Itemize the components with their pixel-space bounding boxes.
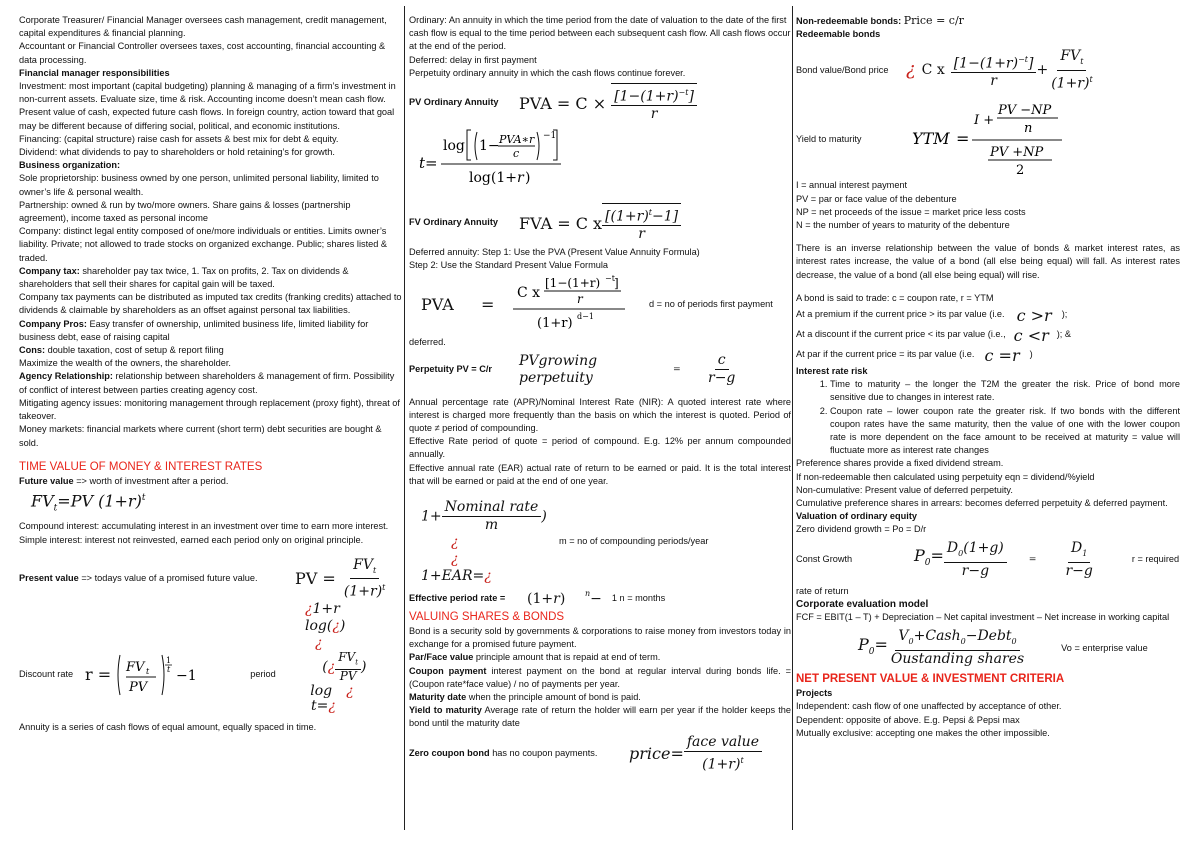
r-required: r = required: [1131, 554, 1180, 565]
definition: Easy transfer of ownership, unlimited business life, limited liability for business debt, ease of raising capital: [19, 318, 369, 342]
premium-text: At a premium if the current price > its par value (i.e.: [796, 309, 1005, 320]
effective-period-label: Effective period rate =: [409, 593, 506, 604]
column-1: [19, 14, 402, 834]
formula-growth-fraction: $\frac{D_0(1+g)}{r-g}$: [944, 540, 1007, 580]
svg-text:t: t: [146, 666, 150, 676]
paragraph: Dividend: what dividends to pay to shareholders or hold retaining’s for growth.: [19, 147, 335, 158]
paragraph: Partnership: owned & run by two/more owners. Share gains & losses (partnership agreement), income taxed as personal income: [19, 199, 351, 224]
paragraph: [409, 704, 791, 730]
formula-bond-fraction: $\frac{[1-(1+r)^{-t}]}{r}$: [951, 51, 1037, 91]
formula-fv: $FV_t=PV$ $(1+r)^t$: [31, 491, 146, 514]
term: Yield to maturity: [409, 705, 482, 716]
paragraph: Preference shares provide a fixed dividend stream.: [796, 458, 1004, 469]
formula-pv-fraction: $\frac{FV_t}{(1+r)^t}$: [343, 556, 386, 601]
formula-period: (¿ $\frac{FV_t}{PV}$ ) log ¿: [310, 649, 367, 700]
const-growth-label: Const Growth: [796, 554, 853, 565]
svg-text:C x: C x: [517, 285, 541, 302]
paragraph: [19, 475, 402, 488]
term: Present value: [19, 573, 79, 584]
formula-fva: FVA = C x: [519, 213, 603, 233]
svg-text:]: ]: [614, 276, 619, 291]
svg-text:n: n: [1024, 121, 1033, 137]
svg-text:FV: FV: [126, 659, 145, 675]
discount-row: At a discount if the current price < its par value (i.e., c <r ); &: [796, 325, 1072, 345]
paragraph: PV = par or face value of the debenture: [796, 193, 957, 204]
formula-growth-d1-fraction: $\frac{D_1}{r-g}$: [1065, 539, 1093, 579]
svg-text:t: t: [167, 664, 171, 674]
svg-text:PV +NP: PV +NP: [990, 145, 1044, 161]
svg-text:PV −NP: PV −NP: [998, 103, 1052, 119]
definition: when the principle amount of bond is paid.: [466, 692, 641, 703]
formula-pv: PV =: [295, 569, 341, 589]
d-note: d = no of periods first payment: [649, 298, 773, 309]
definition: double taxation, cost of setup & report filing: [45, 345, 224, 356]
paragraph: Effective annual rate (EAR) actual rate of return to be earned or paid. It is the total interest that will be earned or paid at the end of one year.: [409, 462, 791, 486]
formula-t: t=¿: [311, 697, 336, 714]
heading: Business organization:: [19, 160, 121, 171]
paragraph: Perpetuity ordinary annuity in which the cash flows continue forever.: [409, 67, 686, 78]
effective-period-row: Effective period rate = (1+r) n − 1 n = months: [409, 589, 666, 607]
formula-price-fraction: $\frac{\text{face value}}{(1+r)^t}$: [684, 734, 762, 774]
formula-t-log-svg: [419, 126, 619, 198]
term: Future value: [19, 475, 74, 486]
svg-text:−t: −t: [605, 274, 615, 284]
list-item: 1. Time to maturity – the longer the T2M the greater the risk. Price of bond more sensitive due to changes in interest rate.: [830, 378, 1180, 404]
definition: principle amount that is repaid at end of term.: [473, 652, 661, 663]
perpetuity-growing: PVgrowing perpetuity: [519, 352, 598, 386]
svg-text:c: c: [513, 147, 520, 161]
formula-nonredeem: Price = c/r: [903, 14, 964, 27]
term: Coupon payment: [409, 665, 487, 676]
formula-growing-fraction: $\frac{c}{r-g}$: [708, 352, 736, 387]
paragraph: Step 2: Use the Standard Present Value Formula: [409, 260, 609, 271]
paragraph: FCF = EBIT(1 – T) + Depreciation – Net capital investment – Net increase in working capital: [796, 612, 1170, 623]
paragraph: Cumulative preference shares in arrears: becomes deferred perpetuity & deferred payment.: [796, 498, 1168, 509]
paragraph: Independent: cash flow of one unaffected by acceptance of other.: [796, 701, 1062, 712]
bond-value-label: Bond value/Bond price: [796, 64, 889, 75]
paragraph: NP = net proceeds of the issue = market price less costs: [796, 206, 1026, 217]
paragraph: Company: distinct legal entity composed of one/more individuals or entities. Limits owner’s liability. Private; not allowed to trade stocks on organized exchange. Public; shares listed & traded.: [19, 226, 388, 263]
definition: relationship between shareholders & management of firm. Possibility of conflict of interest between parties creating agency cost.: [19, 371, 395, 395]
paragraph: Accountant or Financial Controller oversees taxes, cost accounting, financial accounting & data processing.: [19, 41, 386, 65]
paragraph: I = annual interest payment: [796, 180, 908, 191]
heading: Valuation of ordinary equity: [796, 511, 917, 522]
face-value-word: face value: [684, 734, 762, 752]
formula-fva-fraction: $\frac{[(1+r)^t-1]}{r}$: [602, 203, 681, 244]
price-word: price: [629, 744, 671, 764]
svg-text:): ): [525, 170, 531, 187]
paragraph: Company tax payments can be distributed as imputed tax credits (franking credits) attached to dividends & claimable by shareholders as an offset against personal tax liabilities.: [19, 292, 402, 316]
perpetuity-row: Perpetuity PV = C/r PVgrowing perpetuity = $\frac{c}{r-g}$: [409, 350, 791, 390]
ear-formula-row: [409, 496, 791, 588]
paragraph: Corporate Treasurer/ Financial Manager oversees cash management, credit management, capital expenditures & financial planning.: [19, 15, 387, 39]
svg-text:−1: −1: [176, 667, 197, 684]
paragraph: [409, 651, 791, 664]
column-divider: [404, 6, 405, 830]
paragraph: Mutually exclusive: accepting one makes the other impossible.: [796, 727, 1050, 738]
svg-text:PVA∗r: PVA∗r: [499, 133, 535, 147]
paragraph: deferred.: [409, 337, 446, 348]
paragraph: Annual percentage rate (APR)/Nominal Interest Rate (NIR): A quoted interest rate where interest is charged more frequently than the basis on which the interest is quoted. Period of quote ≠ period of compounding.: [409, 396, 791, 434]
pv-ordinary-label: PV Ordinary Annuity: [409, 97, 499, 108]
const-growth-row: Const Growth $P_0=$ $\frac{D_0(1+g)}{r-g}$ = $\frac{D_1}{r-g}$ r = required: [796, 539, 1180, 579]
formula-bond-fv-fraction: $\frac{FV_t}{(1+r)^t}$: [1051, 48, 1093, 92]
svg-text:(1+r): (1+r): [537, 316, 573, 332]
definition: interest payment on the bond at regular interval during bonds life. = (Coupon rate*face value) / no of payments per year.: [409, 665, 791, 689]
paragraph: A bond is said to trade: c = coupon rate, r = YTM: [796, 292, 994, 303]
corp-model-row: $P_0=$ $\frac{V_0+Cash_0-Debt_0}{\text{Oustanding shares}}$ Vo = enterprise value: [858, 628, 1148, 668]
par-row: At par if the current price = its par value (i.e. c =r ): [796, 345, 1033, 365]
period-label: period: [250, 669, 276, 680]
risk-list: [796, 378, 1180, 457]
term: Cons:: [19, 345, 46, 356]
formula-pva: PVA = C ×: [519, 93, 612, 113]
heading: Financial manager responsibilities: [19, 67, 170, 78]
term: Zero coupon bond: [409, 748, 490, 759]
formula-price: price=: [629, 744, 684, 764]
ytm-label: Yield to maturity: [796, 133, 862, 144]
definition: shareholder pay tax twice, 1. Tax on profits, 2. Tax on dividends & shareholders that sell their shares for capital gain will be taxed.: [19, 265, 349, 290]
paragraph: [409, 747, 629, 760]
zero-coupon-row: [409, 733, 791, 775]
heading: Corporate evaluation model: [796, 598, 929, 610]
premium-row: At a premium if the current price > its par value (i.e. c >r );: [796, 305, 1068, 325]
column-3: [796, 14, 1180, 834]
paragraph: Money markets: financial markets where current (short term) debt securities are bought & sold.: [19, 424, 382, 448]
paragraph: N = the number of years to maturity of the debenture: [796, 220, 1010, 231]
perpetuity-label: Perpetuity PV = C/r: [409, 364, 492, 375]
paragraph: [409, 665, 791, 691]
svg-text:log: log: [443, 138, 465, 155]
svg-text:r: r: [577, 292, 583, 307]
formula-pva-fraction: $\frac{[1-(1+r)^{-t}]}{r}$: [611, 83, 697, 124]
svg-text:1−: 1−: [479, 138, 500, 155]
discount-row: [19, 649, 402, 700]
svg-text:r: r: [517, 170, 524, 187]
paragraph: [409, 691, 791, 704]
column-2: [409, 14, 791, 834]
svg-text:d−1: d−1: [577, 312, 594, 322]
paragraph: Sole proprietorship: business owned by one person, unlimited personal liability, limited to owner’s life & personal wealth.: [19, 173, 379, 197]
svg-text:1: 1: [166, 655, 172, 665]
ytm-row: [796, 99, 1180, 179]
svg-text:PV: PV: [129, 679, 148, 695]
svg-text:[1−(1+r): [1−(1+r): [545, 276, 601, 291]
paragraph: Maximize the wealth of the owners, the shareholder.: [19, 358, 231, 369]
formula-t-log: [409, 126, 791, 200]
fv-ordinary-row: [409, 200, 791, 246]
pv-row: [19, 557, 402, 601]
term: Company tax:: [19, 265, 80, 276]
definition: => worth of investment after a period.: [73, 475, 229, 486]
definition: has no coupon payments.: [489, 748, 598, 759]
paragraph: Deferred annuity: Step 1: Use the PVA (Present Value Annuity Formula): [409, 247, 700, 258]
paragraph: Financing: (capital structure) raise cash for assets & best mix for debt & equity.: [19, 133, 339, 144]
svg-text:2: 2: [1016, 163, 1025, 179]
paragraph: Dependent: opposite of above. E.g. Pepsi & Pepsi max: [796, 714, 1020, 725]
section-heading: NET PRESENT VALUE & INVESTMENT CRITERIA: [796, 673, 1065, 686]
par-text: At par if the current price = its par value (i.e.: [796, 349, 975, 360]
svg-text:log(1+: log(1+: [469, 170, 517, 187]
paragraph: Mitigating agency issues: monitoring management through replacement (proxy fight), threat of takeover.: [19, 397, 400, 422]
paragraph: Investment: most important (capital budgeting) planning & managing of a firm’s investment in non-current assets. Evaluate size, time & risk. Accounting income doesn’t mean cash flow. Present value of cash, expected future cash flows. In foreign country, action toward that goal may be different because of differing social, political, and economic institutions.: [19, 81, 396, 131]
heading: Redeemable bonds: [796, 29, 881, 40]
paragraph: If non-redeemable then calculated using perpetuity eqn = dividend/%yield: [796, 471, 1095, 482]
discount-text: At a discount if the current price < its par value (i.e.,: [796, 329, 1006, 340]
definition: Average rate of return the holder will earn per year if the holder keeps the bond until the maturity date: [409, 705, 791, 729]
paragraph: rate of return: [796, 585, 849, 596]
svg-text:=: =: [956, 129, 970, 149]
deferred-pva-row: PVA = C x [1−(1+r) −t ] r (1+r) d−1 d = no of periods first payment: [409, 272, 791, 336]
definition: => todays value of a promised future value.: [78, 573, 258, 584]
list-item: 2. Coupon rate – lower coupon rate the greater risk. If two bonds with the different coupon rates have the same maturity, then the value of one with the lower coupon rate is more dependent on the face amount to be received at maturity = value will fluctuate more as interest rate changes: [830, 405, 1180, 458]
heading: Projects: [796, 688, 833, 699]
section-heading: TIME VALUE OF MONEY & INTEREST RATES: [19, 460, 263, 473]
v0-note: Vo = enterprise value: [1061, 642, 1148, 653]
paragraph: Ordinary: An annuity in which the time period from the date of valuation to the date of the first cash flow is equal to the time period between each subsequent cash flow. All cash flows occur at the end of the period.: [409, 15, 791, 52]
formula-ear: 1+ $\frac{\text{Nominal rate}}{m}$ ) ¿ ¿ 1+EAR=¿: [421, 499, 547, 585]
term: Non-redeemable bonds:: [796, 16, 904, 26]
paragraph: [19, 370, 402, 396]
pv-ordinary-row: [409, 80, 791, 126]
svg-text:t=: t=: [419, 154, 438, 173]
bond-value-row: Bond value/Bond price ¿ C x $\frac{[1-(1+r)^{-t}]}{r}$ + $\frac{FV_t}{(1+r)^t}$: [796, 41, 1180, 99]
column-divider: [792, 6, 793, 830]
formula-corp-fraction: $\frac{V_0+Cash_0-Debt_0}{\text{Oustanding shares}}$: [890, 628, 1025, 668]
formula-ytm-svg: [912, 100, 1072, 178]
m-note: m = no of compounding periods/year: [559, 536, 709, 547]
paragraph: Effective Rate period of quote = period of compound. E.g. 12% per annum compounded annually.: [409, 436, 791, 460]
paragraph: [19, 344, 402, 357]
svg-text:I +: I +: [974, 113, 995, 129]
n-note: 1 n = months: [611, 593, 666, 604]
paragraph: There is an inverse relationship between the value of bonds & market interest rates, as interest rates increase, the value of a bond (all else being equal) will fall. As interest rates decrease, the value of a bond (all else being equal) will rise.: [796, 243, 1180, 280]
paragraph: Zero dividend growth = Po = D/r: [796, 524, 927, 535]
fv-ordinary-label: FV Ordinary Annuity: [409, 217, 498, 228]
svg-text:−1: −1: [543, 131, 557, 142]
paragraph: [19, 318, 402, 344]
formula-log-block: ¿1+r log(¿) ¿: [305, 600, 346, 651]
paragraph: Deferred: delay in first payment: [409, 54, 537, 65]
term: Company Pros:: [19, 318, 87, 329]
paragraph: [796, 14, 1180, 28]
formula-discount-svg: [116, 653, 220, 697]
paragraph: Compound interest: accumulating interest in an investment over time to earn more interest.: [19, 521, 389, 532]
section-heading: VALUING SHARES & BONDS: [409, 611, 565, 624]
discount-rate-label: Discount rate: [19, 669, 74, 680]
paragraph: Bond is a security sold by governments & corporations to raise money from investors today in exchange for a promised future payment.: [409, 626, 791, 650]
term: Maturity date: [409, 692, 467, 703]
svg-text:YTM: YTM: [912, 129, 950, 149]
paragraph: Simple interest: interest not reinvested, earned each period only on original principle.: [19, 534, 364, 545]
paragraph: Annuity is a series of cash flows of equal amount, equally spaced in time.: [19, 721, 317, 732]
formula-deferred-pva-svg: [511, 273, 631, 335]
paragraph: Non-cumulative: Present value of deferred perpetuity.: [796, 484, 1013, 495]
heading: Interest rate risk: [796, 366, 868, 377]
formula-deferred-pva: PVA: [421, 294, 454, 314]
term: Par/Face value: [409, 652, 474, 663]
term: Agency Relationship:: [19, 371, 113, 382]
paragraph: [19, 572, 295, 585]
formula-discount: r =: [85, 665, 117, 685]
paragraph: [19, 265, 402, 291]
